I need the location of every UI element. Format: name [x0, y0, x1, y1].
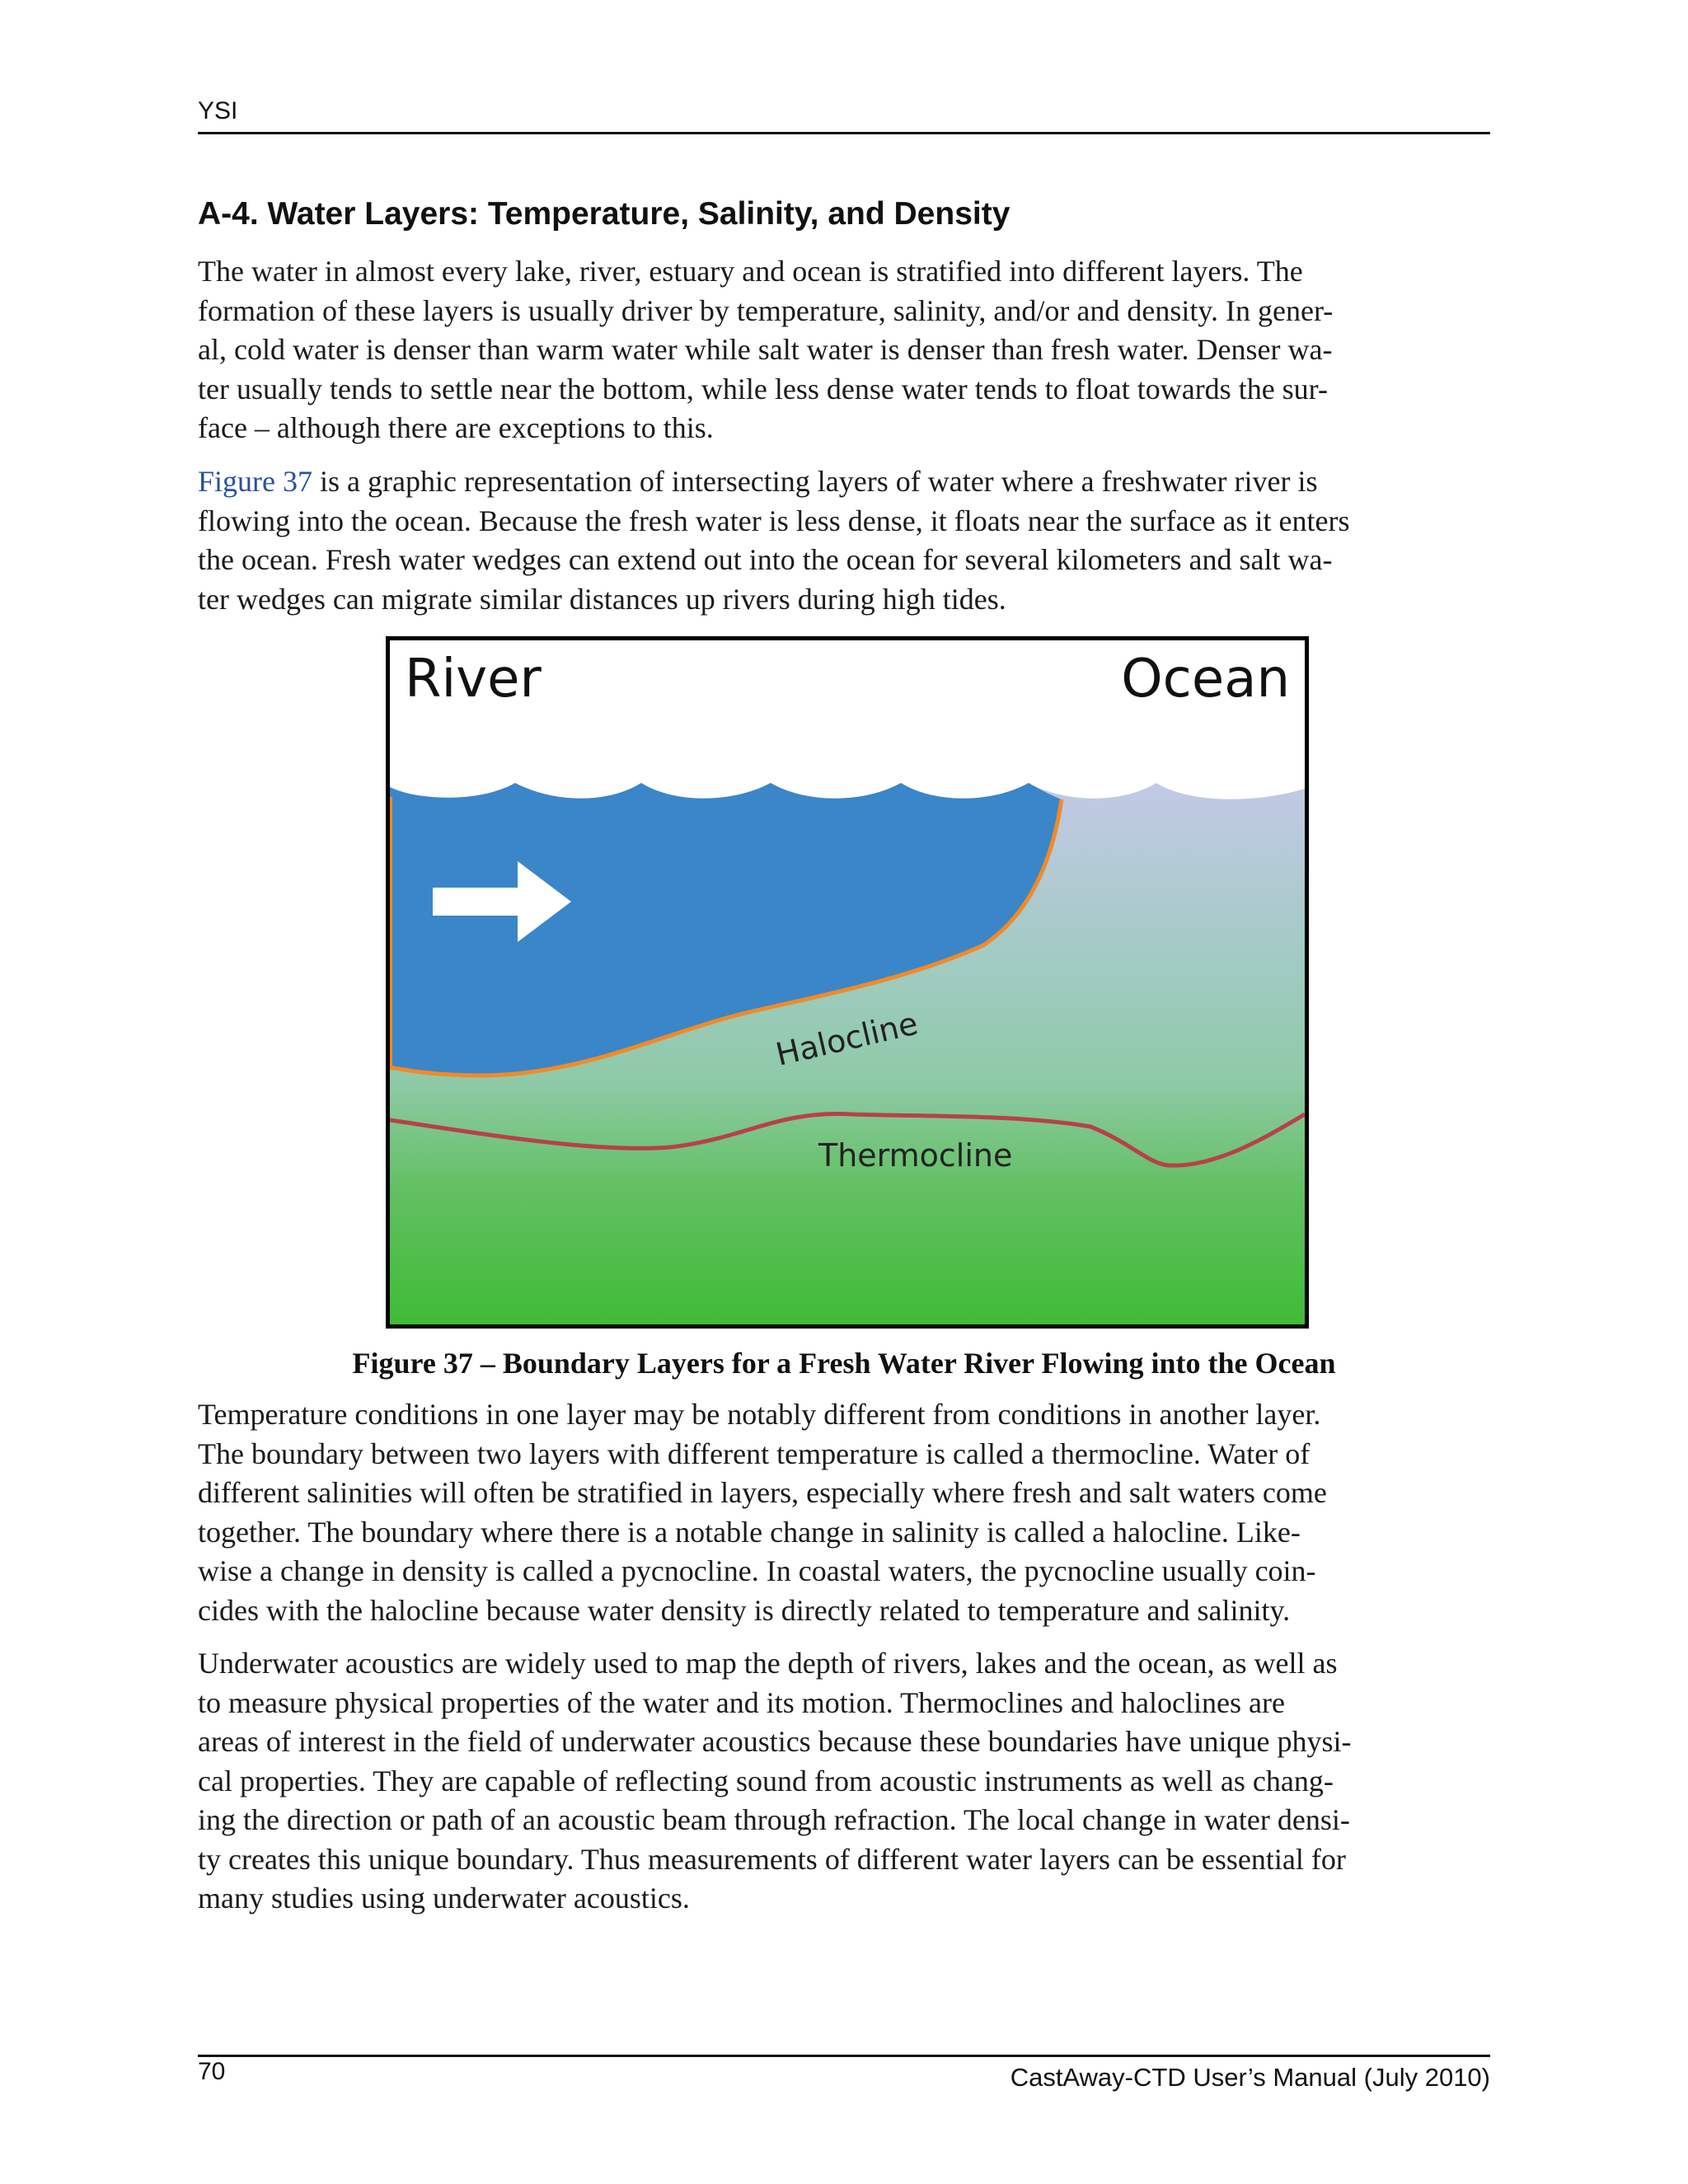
ocean-label: Ocean: [1121, 649, 1290, 710]
text-line: Underwater acoustics are widely used to map the depth of rivers, lakes and the ocean, as well as: [198, 1647, 1338, 1680]
text-line: Temperature conditions in one layer may be notably different from conditions in another layer.: [198, 1398, 1321, 1431]
text-line: different salinities will often be stratified in layers, especially where fresh and salt waters come: [198, 1476, 1327, 1509]
text-line: the ocean. Fresh water wedges can extend out into the ocean for several kilometers and salt wa-: [198, 543, 1333, 576]
text-line: flowing into the ocean. Because the fresh water is less dense, it floats near the surface as it enters: [198, 504, 1350, 537]
text-line: formation of these layers is usually driver by temperature, salinity, and/or and density. In gener-: [198, 293, 1334, 327]
thermocline-label: Thermocline: [818, 1137, 1013, 1174]
text-line: ter usually tends to settle near the bottom, while less dense water tends to float towards the sur-: [198, 372, 1328, 405]
paragraph-intro: [198, 252, 1500, 448]
figure-37-link[interactable]: Figure 37: [198, 465, 312, 498]
water-layers-illustration: [390, 640, 1305, 1324]
text-line: together. The boundary where there is a notable change in salinity is called a halocline. Like-: [198, 1515, 1301, 1549]
text-line: ter wedges can migrate similar distances up rivers during high tides.: [198, 582, 1006, 616]
paragraph-figure-reference: [198, 462, 1500, 619]
text-line: The water in almost every lake, river, estuary and ocean is stratified into different layers. The: [198, 255, 1303, 288]
figure-caption: Figure 37 – Boundary Layers for a Fresh Water River Flowing into the Ocean: [352, 1347, 1336, 1380]
figure-37-diagram: [386, 636, 1309, 1329]
text-line: wise a change in density is called a pycnocline. In coastal waters, the pycnocline usually coin-: [198, 1554, 1316, 1587]
text-line: The boundary between two layers with different temperature is called a thermocline. Water of: [198, 1436, 1311, 1470]
section-heading: A-4. Water Layers: Temperature, Salinity, and Density: [198, 196, 1010, 232]
header-label: YSI: [198, 97, 238, 124]
text-line: ing the direction or path of an acoustic beam through refraction. The local change in water densi-: [198, 1803, 1350, 1836]
header-rule: [198, 132, 1490, 134]
text-line: cides with the halocline because water density is directly related to temperature and salinity.: [198, 1593, 1291, 1627]
footer-title: CastAway-CTD User’s Manual (July 2010): [1010, 2063, 1490, 2092]
text-line: many studies using underwater acoustics.: [198, 1882, 690, 1915]
paragraph-boundaries: [198, 1395, 1500, 1630]
text-line: ty creates this unique boundary. Thus measurements of different water layers can be essential for: [198, 1842, 1346, 1876]
text-line: [198, 462, 1500, 502]
text-line: face – although there are exceptions to this.: [198, 411, 714, 444]
page-number: 70: [198, 2058, 226, 2085]
paragraph-acoustics: [198, 1644, 1500, 1919]
halocline-label: Halocline: [772, 1005, 921, 1073]
text-line: al, cold water is denser than warm water while salt water is denser than fresh water. Denser wa-: [198, 333, 1333, 366]
text-fragment: is a graphic representation of intersecting layers of water where a freshwater river is: [312, 465, 1318, 498]
text-line: to measure physical properties of the water and its motion. Thermoclines and haloclines are: [198, 1685, 1285, 1719]
text-line: areas of interest in the field of underwater acoustics because these boundaries have unique physi-: [198, 1725, 1352, 1758]
text-line: cal properties. They are capable of reflecting sound from acoustic instruments as well as chang-: [198, 1764, 1334, 1797]
footer-rule: [198, 2055, 1490, 2057]
river-label: River: [405, 649, 542, 710]
